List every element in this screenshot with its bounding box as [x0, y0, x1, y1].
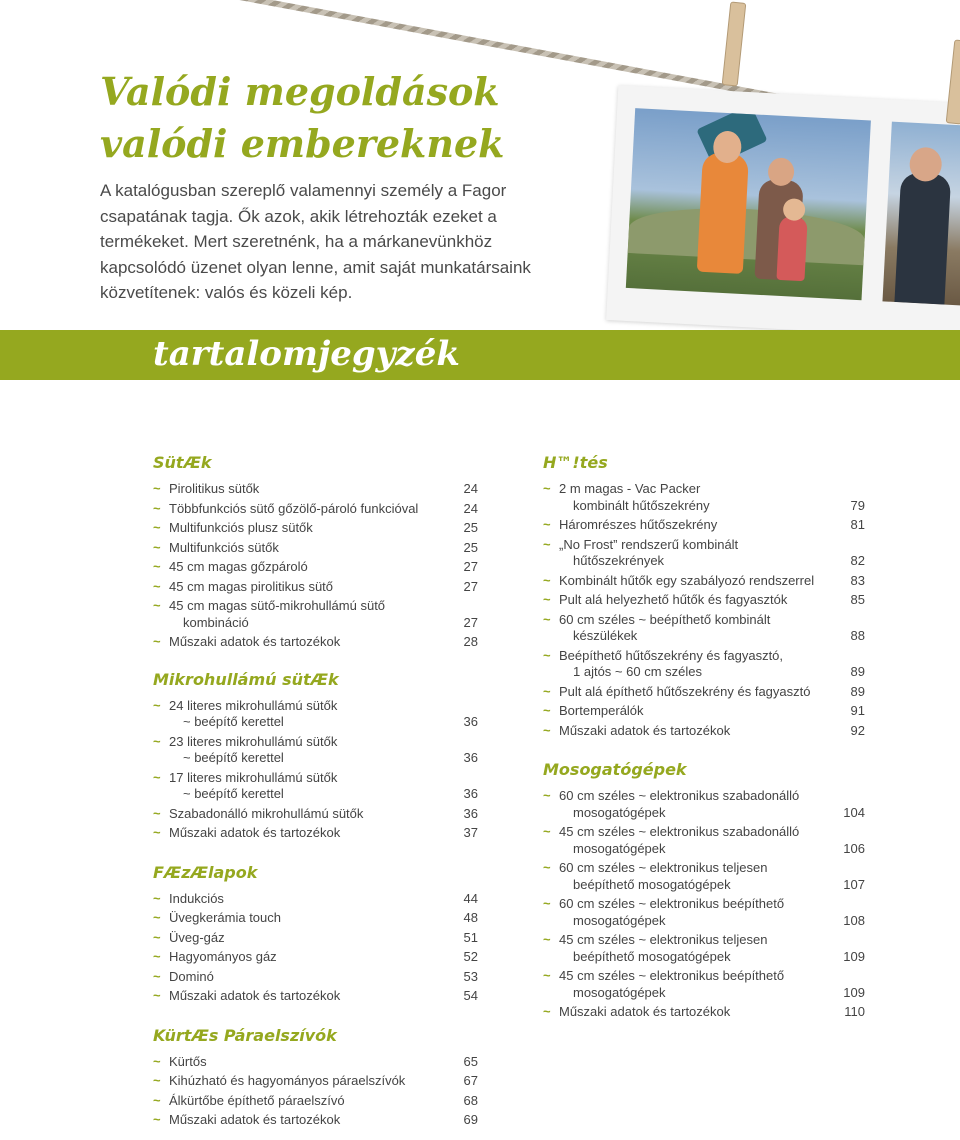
entry-label-continued: mosogatógépek — [573, 840, 666, 856]
bullet-icon: ~ — [153, 697, 161, 713]
entry-label: Bortemperálók — [559, 703, 644, 718]
bullet-icon: ~ — [153, 825, 161, 840]
entry-text — [169, 1054, 448, 1071]
entry-text — [169, 1112, 448, 1129]
toc-section — [153, 1025, 478, 1129]
bullet-icon: ~ — [153, 805, 161, 821]
page-number: 25 — [463, 520, 478, 535]
toc-entry[interactable] — [153, 1054, 478, 1071]
entry-label: Műszaki adatok és tartozékok — [169, 634, 341, 649]
entry-text — [559, 788, 835, 821]
section-title: H™!tés — [543, 453, 608, 472]
entry-text — [559, 517, 835, 534]
clothespin-icon — [946, 39, 960, 124]
title-line-2: valódi embereknek — [100, 121, 505, 166]
entry-label: Álkürtőbe építhető páraelszívó — [169, 1092, 345, 1108]
page-number: 91 — [850, 703, 865, 718]
page-number: 106 — [843, 840, 865, 856]
entry-label: 45 cm magas gőzpároló — [169, 559, 308, 574]
toc-entry[interactable] — [153, 520, 478, 537]
bullet-icon: ~ — [153, 968, 161, 984]
entry-label: 45 cm széles ~ elektronikus beépíthető — [559, 968, 785, 983]
entry-text — [559, 703, 835, 720]
bullet-icon: ~ — [543, 896, 551, 911]
entry-label: 60 cm széles ~ beépíthető kombinált — [559, 611, 771, 627]
bullet-icon: ~ — [543, 683, 551, 699]
page-number: 36 — [463, 805, 478, 821]
toc-entry[interactable] — [153, 540, 478, 557]
bullet-icon: ~ — [153, 1092, 161, 1108]
toc-entry[interactable] — [543, 517, 865, 534]
entry-text — [169, 634, 448, 651]
entry-label: „No Frost” rendszerű kombinált — [559, 536, 739, 552]
bullet-icon: ~ — [153, 988, 161, 1003]
entry-label: 60 cm széles ~ elektronikus teljesen — [559, 860, 768, 875]
entry-text — [559, 612, 835, 645]
page-number: 36 — [463, 714, 478, 729]
bullet-icon: ~ — [543, 572, 551, 588]
toc-entry[interactable] — [153, 910, 478, 927]
toc-entry[interactable] — [153, 559, 478, 576]
page-number: 79 — [850, 497, 865, 513]
entry-label: 45 cm széles ~ elektronikus teljesen — [559, 932, 768, 947]
toc-entry[interactable] — [153, 891, 478, 908]
entry-text — [169, 770, 448, 803]
bullet-icon: ~ — [153, 949, 161, 964]
toc-entry[interactable] — [153, 949, 478, 966]
entry-text — [559, 684, 835, 701]
toc-entry[interactable] — [543, 824, 865, 857]
hanging-photo — [606, 85, 960, 340]
entry-text — [169, 698, 448, 731]
entry-label-continued: 1 ajtós ~ 60 cm széles — [573, 664, 702, 679]
entry-label: 24 literes mikrohullámú sütők — [169, 697, 338, 713]
entry-label: 17 literes mikrohullámú sütők — [169, 769, 338, 785]
toc-entry[interactable] — [543, 592, 865, 609]
entry-text — [559, 537, 835, 570]
entry-text — [169, 930, 448, 947]
bullet-icon: ~ — [153, 890, 161, 906]
toc-entry[interactable] — [543, 537, 865, 570]
entry-label: Szabadonálló mikrohullámú sütők — [169, 805, 364, 821]
bullet-icon: ~ — [153, 733, 161, 749]
bullet-icon: ~ — [543, 1004, 551, 1019]
entry-label: 60 cm széles ~ elektronikus szabadonálló — [559, 788, 800, 803]
toc-entry[interactable] — [153, 1112, 478, 1129]
bullet-icon: ~ — [543, 788, 551, 803]
entry-label-continued: mosogatógépek — [573, 912, 666, 928]
page-number: 110 — [844, 1004, 865, 1019]
entry-label: Dominó — [169, 968, 214, 984]
toc-entry[interactable] — [153, 969, 478, 986]
entry-text — [169, 598, 448, 631]
bullet-icon: ~ — [153, 1073, 161, 1088]
page-number: 83 — [850, 572, 865, 588]
entry-label: Hagyományos gáz — [169, 949, 277, 964]
page-number: 68 — [463, 1092, 478, 1108]
page-number: 27 — [463, 614, 478, 630]
bullet-icon: ~ — [153, 539, 161, 555]
person-body-shape — [697, 152, 749, 274]
page-number: 104 — [843, 804, 865, 820]
entry-text — [169, 559, 448, 576]
entry-label: Beépíthető hűtőszekrény és fagyasztó, — [559, 647, 784, 663]
entry-label-continued: készülékek — [573, 628, 638, 643]
page-number: 69 — [463, 1112, 478, 1127]
section-title: KürtÆs Páraelszívók — [153, 1025, 337, 1045]
toc-entry[interactable] — [153, 825, 478, 842]
page-number: 36 — [463, 786, 478, 801]
section-title: Mosogatógépek — [543, 760, 687, 779]
family-table-photo — [882, 122, 960, 308]
bullet-icon: ~ — [153, 910, 161, 925]
entry-label: Üveg-gáz — [169, 929, 225, 945]
entry-text — [169, 910, 448, 927]
entry-label-continued: beépíthető mosogatógépek — [573, 948, 731, 964]
entry-label: Műszaki adatok és tartozékok — [559, 722, 731, 738]
bullet-icon: ~ — [543, 824, 551, 839]
toc-entry[interactable] — [543, 788, 865, 821]
bullet-icon: ~ — [153, 500, 161, 516]
entry-label: Pult alá építhető hűtőszekrény és fagyasztó — [559, 683, 811, 699]
bullet-icon: ~ — [543, 517, 551, 532]
hill-shape — [628, 203, 866, 265]
entry-label: Kihúzható és hagyományos páraelszívók — [169, 1073, 406, 1088]
page-number: 27 — [463, 578, 478, 594]
entry-text — [169, 579, 448, 596]
entry-text — [169, 988, 448, 1005]
page-number: 65 — [463, 1053, 478, 1069]
entry-label: Műszaki adatok és tartozékok — [169, 988, 341, 1003]
entry-text — [559, 824, 835, 857]
bullet-icon: ~ — [153, 598, 161, 613]
entry-text — [169, 891, 448, 908]
toc-entry[interactable] — [543, 703, 865, 720]
bullet-icon: ~ — [153, 634, 161, 649]
entry-label: Üvegkerámia touch — [169, 910, 281, 925]
toc-entry[interactable] — [543, 896, 865, 929]
page-number: 28 — [463, 634, 478, 649]
toc-entry[interactable] — [153, 930, 478, 947]
entry-text — [559, 932, 835, 965]
toc-section — [153, 862, 478, 1005]
entry-text — [559, 1004, 835, 1021]
entry-text — [169, 734, 448, 767]
entry-label: 23 literes mikrohullámú sütők — [169, 733, 338, 749]
toc-entry[interactable] — [153, 634, 478, 651]
page-number: 44 — [463, 890, 478, 906]
entry-text — [559, 968, 835, 1001]
toc-section — [153, 669, 478, 842]
page-number: 89 — [850, 683, 865, 699]
toc-entry[interactable] — [153, 698, 478, 731]
entry-text — [559, 481, 835, 514]
page-number: 67 — [463, 1073, 478, 1088]
entry-label: Kombinált hűtők egy szabályozó rendszerrel — [559, 572, 815, 588]
bullet-icon: ~ — [543, 703, 551, 718]
page-number: 88 — [850, 628, 865, 643]
page-number: 107 — [843, 876, 865, 892]
bullet-icon: ~ — [153, 520, 161, 535]
title-line-1: Valódi megoldások — [100, 69, 500, 114]
page-number: 82 — [850, 553, 865, 568]
entry-label-continued: hűtőszekrények — [573, 553, 665, 568]
section-title: SütÆk — [153, 453, 212, 472]
toc-section — [543, 759, 865, 1021]
toc-entry[interactable] — [543, 648, 865, 681]
entry-text — [169, 501, 448, 518]
bullet-icon: ~ — [543, 481, 551, 496]
clothespin-icon — [722, 1, 747, 86]
bullet-icon: ~ — [543, 968, 551, 983]
bullet-icon: ~ — [543, 932, 551, 947]
page-number: 85 — [850, 592, 865, 607]
entry-text — [169, 969, 448, 986]
page-number: 24 — [463, 481, 478, 496]
page-title — [100, 66, 505, 170]
page-number: 24 — [463, 500, 478, 516]
section-title: FÆzÆlapok — [153, 862, 258, 882]
toc-entry[interactable] — [153, 1093, 478, 1110]
page-number: 48 — [463, 910, 478, 925]
toc-header-band — [0, 330, 960, 380]
toc-section — [543, 452, 865, 739]
page-number: 27 — [463, 559, 478, 574]
entry-label: Kürtős — [169, 1053, 207, 1069]
entry-text — [169, 520, 448, 537]
toc-entry[interactable] — [543, 860, 865, 893]
page-number: 52 — [463, 949, 478, 964]
toc-title: tartalomjegyzék — [153, 334, 460, 374]
entry-label-continued: kombináció — [183, 614, 249, 630]
bullet-icon: ~ — [153, 1112, 161, 1127]
page-number: 108 — [843, 912, 865, 928]
toc-entry[interactable] — [153, 579, 478, 596]
child-body-shape — [776, 216, 807, 281]
toc-entry[interactable] — [153, 481, 478, 498]
toc-entry[interactable] — [153, 1073, 478, 1090]
entry-label: Műszaki adatok és tartozékok — [169, 1112, 341, 1127]
entry-label: Pirolitikus sütők — [169, 481, 260, 496]
entry-label-continued: ~ beépítő kerettel — [183, 786, 284, 801]
entry-label: Műszaki adatok és tartozékok — [559, 1004, 731, 1019]
bullet-icon: ~ — [153, 481, 161, 496]
entry-label-continued: ~ beépítő kerettel — [183, 750, 284, 765]
person-body-shape — [894, 172, 951, 304]
entry-text — [169, 949, 448, 966]
section-title: Mikrohullámú sütÆk — [153, 669, 339, 689]
bullet-icon: ~ — [153, 769, 161, 785]
page-number: 53 — [463, 968, 478, 984]
page-number: 54 — [463, 988, 478, 1003]
entry-label: 45 cm magas pirolitikus sütő — [169, 578, 334, 594]
entry-text — [559, 860, 835, 893]
toc-entry[interactable] — [153, 988, 478, 1005]
intro-paragraph: A katalógusban szereplő valamennyi személy a Fagor csapatának tagja. Ők azok, akik létrehozták ezeket a termékeket. Mert szeretnénk, ha a márkanevünkhöz kapcsolódó üzenet olyan lenne, amit saját munkatársaink közvetítenek: valós és közeli kép. — [100, 181, 531, 302]
toc-column-right — [543, 452, 865, 1024]
entry-label-continued: mosogatógépek — [573, 804, 666, 820]
entry-label: Háromrészes hűtőszekrény — [559, 517, 718, 532]
entry-text — [169, 1073, 448, 1090]
toc-entry[interactable] — [543, 684, 865, 701]
entry-label: Többfunkciós sütő gőzölő-pároló funkcióval — [169, 500, 419, 516]
toc-entry[interactable] — [543, 968, 865, 1001]
entry-label: 45 cm magas sütő-mikrohullámú sütő — [169, 598, 386, 613]
page-number: 92 — [850, 722, 865, 738]
page-number: 37 — [463, 825, 478, 840]
entry-text — [559, 723, 835, 740]
entry-text — [559, 896, 835, 929]
entry-label: Multifunkciós plusz sütők — [169, 520, 313, 535]
entry-text — [169, 806, 448, 823]
toc-entry[interactable] — [543, 932, 865, 965]
bullet-icon: ~ — [153, 929, 161, 945]
page-number: 36 — [463, 750, 478, 765]
page-number: 25 — [463, 539, 478, 555]
bullet-icon: ~ — [543, 536, 551, 552]
entry-label-continued: beépíthető mosogatógépek — [573, 876, 731, 892]
entry-label: Műszaki adatok és tartozékok — [169, 825, 341, 840]
toc-entry[interactable] — [153, 806, 478, 823]
bullet-icon: ~ — [153, 578, 161, 594]
entry-text — [169, 540, 448, 557]
bullet-icon: ~ — [543, 647, 551, 663]
toc-entry[interactable] — [153, 770, 478, 803]
page-number: 81 — [850, 517, 865, 532]
bullet-icon: ~ — [543, 860, 551, 875]
entry-label: Multifunkciós sütők — [169, 539, 279, 555]
toc-entry[interactable] — [543, 1004, 865, 1021]
bullet-icon: ~ — [543, 611, 551, 627]
entry-text — [169, 825, 448, 842]
page-number: 109 — [843, 984, 865, 1000]
entry-text — [169, 481, 448, 498]
entry-label: Indukciós — [169, 890, 224, 906]
entry-label: Pult alá helyezhető hűtők és fagyasztók — [559, 592, 788, 607]
page-number: 109 — [843, 948, 865, 964]
bullet-icon: ~ — [543, 722, 551, 738]
entry-label: 2 m magas - Vac Packer — [559, 481, 701, 496]
bullet-icon: ~ — [543, 592, 551, 607]
entry-label: 45 cm széles ~ elektronikus szabadonálló — [559, 824, 800, 839]
page-number: 51 — [463, 929, 478, 945]
entry-label-continued: kombinált hűtőszekrény — [573, 497, 710, 513]
toc-entry[interactable] — [153, 501, 478, 518]
toc-section — [153, 452, 478, 651]
family-kite-photo — [626, 108, 871, 300]
toc-entry[interactable] — [543, 573, 865, 590]
entry-label-continued: mosogatógépek — [573, 984, 666, 1000]
bullet-icon: ~ — [153, 559, 161, 574]
entry-text — [559, 573, 835, 590]
bullet-icon: ~ — [153, 1053, 161, 1069]
entry-text — [169, 1093, 448, 1110]
entry-text — [559, 648, 835, 681]
toc-entry[interactable] — [543, 481, 865, 514]
entry-text — [559, 592, 835, 609]
toc-entry[interactable] — [153, 598, 478, 631]
page-number: 89 — [850, 664, 865, 679]
entry-label-continued: ~ beépítő kerettel — [183, 714, 284, 729]
toc-column-left — [153, 452, 478, 1132]
toc-entry[interactable] — [543, 612, 865, 645]
toc-entry[interactable] — [543, 723, 865, 740]
toc-entry[interactable] — [153, 734, 478, 767]
entry-label: 60 cm széles ~ elektronikus beépíthető — [559, 896, 785, 911]
